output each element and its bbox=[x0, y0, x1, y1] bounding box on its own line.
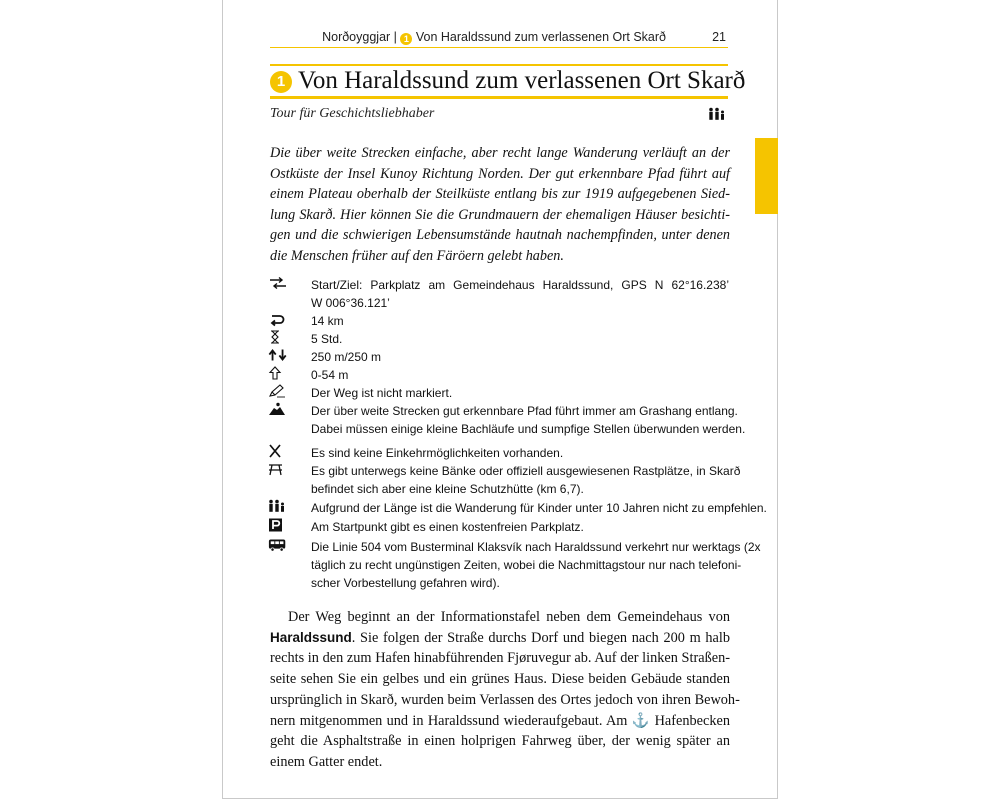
bus-icon bbox=[268, 538, 288, 552]
body-paragraph bbox=[270, 607, 740, 773]
tour-number-badge-small: 1 bbox=[400, 33, 412, 45]
fact-line: 0-54 m bbox=[311, 368, 349, 382]
body-line-part: nern mitgenommen und in Haraldssund wiederaufgebaut. Am bbox=[270, 712, 632, 729]
body-line: rechts in den zum Hafen hinabführenden Fjøruvegur ab. Auf der linken Straßen- bbox=[270, 650, 730, 667]
place-name-haraldssund: Haraldssund bbox=[270, 629, 352, 645]
family-icon bbox=[708, 107, 726, 121]
fact-line: Es gibt unterwegs keine Bänke oder offiziell ausgewiesenen Rastplätze, in Skarð bbox=[311, 464, 741, 478]
fact-line: scher Vorbestellung gefahren wird). bbox=[311, 576, 500, 590]
parking-icon bbox=[268, 518, 288, 532]
no-shortcut-icon bbox=[268, 444, 288, 458]
intro-line: Ostküste der Insel Kunoy Richtung Norden. Der gut erkennbare Pfad führt auf bbox=[270, 165, 730, 182]
fact-line: 250 m/250 m bbox=[311, 350, 382, 364]
fact-line: Aufgrund der Länge ist die Wanderung für Kinder unter 10 Jahren nicht zu empfehlen. bbox=[311, 501, 767, 515]
chapter-tab-marker bbox=[755, 138, 778, 214]
tour-number-badge: 1 bbox=[270, 71, 292, 93]
body-line bbox=[270, 711, 730, 732]
fact-line: 14 km bbox=[311, 314, 344, 328]
intro-line: lung Skarð. Hier können Sie die Grundmauern der ehemaligen Häuser besichti- bbox=[270, 206, 730, 223]
intro-paragraph bbox=[270, 143, 730, 267]
fact-line: Die Linie 504 vom Busterminal Klaksvík nach Haraldssund verkehrt nur werktags (2x bbox=[311, 540, 761, 554]
fact-line: Dabei müssen einige kleine Bachläufe und sumpfige Stellen überwunden werden. bbox=[311, 422, 746, 436]
fact-line: befindet sich aber eine kleine Schutzhütte (km 6,7). bbox=[311, 482, 584, 496]
intro-line: die Menschen früher auf den Färöern gelebt haben. bbox=[270, 247, 564, 264]
page-title-text: Von Haraldssund zum verlassenen Ort Skarð bbox=[298, 67, 746, 94]
body-line bbox=[270, 628, 730, 649]
body-line: geht die Asphaltstraße in einen holprigen Fahrweg über, der wenig später an bbox=[270, 733, 730, 750]
anchor-icon: ⚓ bbox=[631, 712, 651, 729]
fact-line: 5 Std. bbox=[311, 332, 343, 346]
tour-subtitle: Tour für Geschichtsliebhaber bbox=[270, 106, 435, 121]
picnic-table-icon bbox=[268, 462, 288, 476]
page-number: 21 bbox=[712, 30, 726, 44]
running-header bbox=[270, 30, 728, 48]
running-header-title bbox=[322, 30, 666, 45]
body-line: einem Gatter endet. bbox=[270, 753, 383, 770]
intro-line: Die über weite Strecken einfache, aber recht lange Wanderung verläuft an der bbox=[270, 145, 730, 161]
body-line: seite sehen Sie ein gelbes und ein grünes Haus. Diese beiden Gebäude standen bbox=[270, 671, 730, 688]
marking-pen-icon bbox=[268, 384, 288, 398]
fact-line: Start/Ziel: Parkplatz am Gemeindehaus Haraldssund, GPS N 62°16.238’ bbox=[311, 278, 729, 292]
title-rule-bottom bbox=[270, 96, 728, 99]
hourglass-icon bbox=[268, 330, 288, 344]
intro-line: gen und die schwierigen Lebensumstände hautnah nachempfinden, unter denen bbox=[270, 227, 730, 244]
fact-line: Am Startpunkt gibt es einen kostenfreien Parkplatz. bbox=[311, 520, 584, 534]
header-rule bbox=[270, 47, 728, 48]
ascent-descent-icon bbox=[268, 348, 288, 362]
start-finish-arrows-icon bbox=[268, 276, 288, 290]
running-header-tour: Von Haraldssund zum verlassenen Ort Skarð bbox=[412, 30, 666, 44]
fact-line: W 006°36.121’ bbox=[311, 296, 390, 310]
running-header-region: Norðoyggjar | bbox=[322, 30, 401, 44]
return-route-icon bbox=[268, 312, 288, 326]
body-line-rest: . Sie folgen der Straße durchs Dorf und biegen nach 200 m halb bbox=[351, 629, 730, 646]
body-line: Der Weg beginnt an der Informationstafel neben dem Gemeindehaus von bbox=[288, 609, 730, 625]
fact-line: Es sind keine Einkehrmöglichkeiten vorhanden. bbox=[311, 446, 564, 460]
fact-line: täglich zu recht ungünstigen Zeiten, wobei die Nachmittagstour nur nach telefoni- bbox=[311, 558, 742, 572]
page-title bbox=[270, 66, 746, 94]
family-icon bbox=[268, 499, 288, 513]
body-line-part: Hafenbecken bbox=[650, 712, 731, 729]
fact-line: Der Weg ist nicht markiert. bbox=[311, 386, 453, 400]
fact-line: Der über weite Strecken gut erkennbare Pfad führt immer am Grashang entlang. bbox=[311, 404, 738, 418]
terrain-icon bbox=[268, 402, 288, 416]
body-line: ursprünglich in Skarð, wurden beim Verlassen des Ortes jedoch von ihren Bewoh- bbox=[270, 691, 740, 708]
intro-line: einem Plateau oberhalb der Steilküste entlang bis zur 1919 aufgegebenen Sied- bbox=[270, 186, 730, 203]
altitude-arrow-icon bbox=[268, 366, 288, 380]
